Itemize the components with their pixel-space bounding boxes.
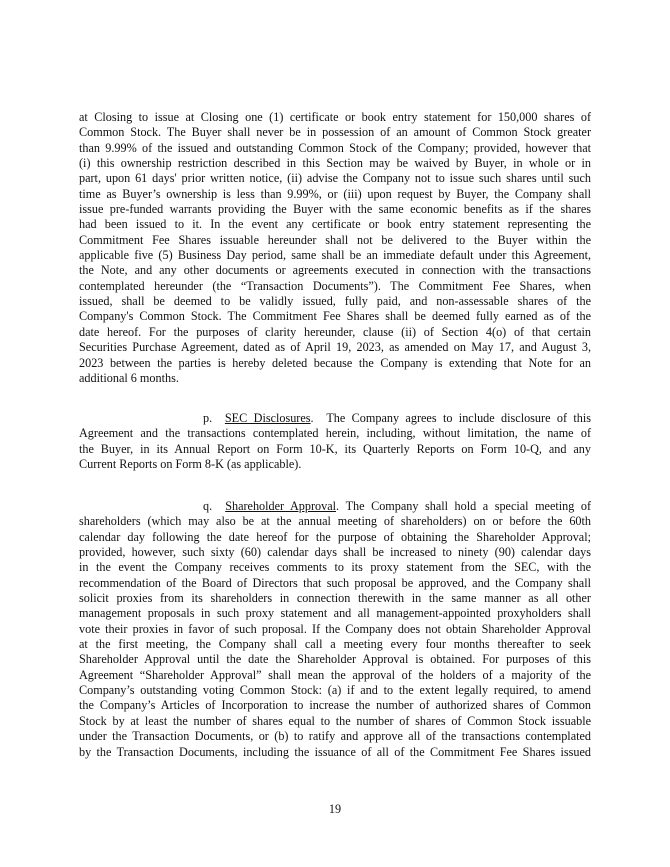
heading-punctuation: . — [336, 499, 340, 513]
paragraph-line: under the Transaction Documents, or (b) to ratify and approve all of the transactions contemplated — [79, 729, 591, 744]
paragraph-text: The Company shall hold a special meeting of — [345, 499, 592, 513]
paragraph-line: provided, however, such sixty (60) calendar days shall be increased to ninety (90) calendar days — [79, 545, 591, 560]
paragraph-line: Company's Common Stock. The Commitment Fee Shares shall be deemed fully earned as of the — [79, 309, 591, 324]
paragraph-line: solicit proxies from its shareholders in connection therewith in the same manner as all other — [79, 591, 591, 606]
paragraph-line: vote their proxies in favor of such proposal. If the Company does not obtain Shareholder Approval — [79, 621, 591, 636]
paragraph-line: Stock by at least the number of shares equal to the number of shares of Common Stock issuable — [79, 713, 591, 728]
paragraph-line: contemplated hereunder (the “Transaction Documents”). The Commitment Fee Shares, when — [79, 278, 591, 293]
paragraph-line: Securities Purchase Agreement, dated as of April 19, 2023, as amended on May 17, and August 3, — [79, 340, 591, 355]
paragraph-line: Agreement “Shareholder Approval” shall mean the approval of the holders of a majority of the — [79, 667, 591, 682]
paragraph-line: Company’s outstanding voting Common Stock: (a) if and to the extent legally required, to amend — [79, 683, 591, 698]
continuation-paragraph — [79, 110, 591, 386]
page-number: 19 — [328, 802, 342, 816]
paragraph-line: management proposals in such proxy statement and all management-appointed proxyholders shall — [79, 606, 591, 621]
section-sec-disclosures — [79, 411, 591, 472]
section-heading-line — [79, 411, 591, 426]
section-shareholder-approval — [79, 499, 591, 760]
paragraph-line: shareholders (which may also be at the annual meeting of shareholders) on or before the 60th — [79, 514, 591, 529]
paragraph-line: Commitment Fee Shares issuable hereunder shall not be delivered to the Buyer within the — [79, 232, 591, 247]
paragraph-line: time as Buyer’s ownership is less than 9.99%, or (iii) upon request by Buyer, the Company shall — [79, 186, 591, 201]
section-heading: Shareholder Approval — [225, 499, 336, 513]
paragraph-line: had been issued to it. In the event any certificate or book entry statement representing the — [79, 217, 591, 232]
paragraph-line: calendar day following the date hereof for the purpose of obtaining the Shareholder Approval; — [79, 529, 591, 544]
paragraph-line: additional 6 months. — [79, 370, 179, 385]
paragraph-line: applicable five (5) Business Day period, same shall be an immediate default under this Agreement, — [79, 248, 591, 263]
paragraph-text: The Company agrees to include disclosure of this — [326, 411, 592, 425]
paragraph-line: Shareholder Approval until the date the Shareholder Approval is obtained. For purposes of this — [79, 652, 591, 667]
paragraph-line: by the Transaction Documents, including the issuance of all of the Commitment Fee Shares issued — [79, 744, 591, 759]
paragraph-line: issued, shall be deemed to be validly issued, fully paid, and non-assessable shares of the — [79, 294, 591, 309]
paragraph-line: in the event the Company receives comments to its proxy statement from the SEC, with the — [79, 560, 591, 575]
heading-punctuation: . — [310, 411, 314, 425]
section-marker: p. — [203, 411, 213, 425]
paragraph-line: Agreement and the transactions contemplated herein, including, without limitation, the name of — [79, 426, 591, 441]
paragraph-line: date hereof. For the purposes of clarity hereunder, clause (ii) of Section 4(o) of that certain — [79, 324, 591, 339]
section-heading-line — [79, 499, 591, 514]
paragraph-line: the Buyer, in its Annual Report on Form 10-K, its Quarterly Reports on Form 10-Q, and any — [79, 441, 591, 456]
paragraph-line: (i) this ownership restriction described in this Section may be waived by Buyer, in whole or in — [79, 156, 591, 171]
section-heading: SEC Disclosures — [224, 411, 311, 425]
section-marker: q. — [203, 499, 213, 513]
paragraph-line: Current Reports on Form 8-K (as applicable). — [79, 457, 302, 472]
paragraph-line: 2023 between the parties is hereby deleted because the Company is extending that Note for an — [79, 355, 591, 370]
paragraph-line: issue pre-funded warrants providing the Buyer with the same economic benefits as if the shares — [79, 202, 591, 217]
paragraph-line: the Note, and any other documents or agreements executed in connection with the transactions — [79, 263, 591, 278]
paragraph-line: the Company’s Articles of Incorporation to increase the number of authorized shares of Common — [79, 698, 591, 713]
paragraph-line: at the first meeting, the Company shall call a meeting every four months thereafter to seek — [79, 637, 591, 652]
paragraph-line: at Closing to issue at Closing one (1) certificate or book entry statement for 150,000 shares of — [79, 110, 591, 124]
paragraph-line: part, upon 61 days' prior written notice, (ii) advise the Company not to issue such shares until such — [79, 171, 591, 186]
paragraph-line: than 9.99% of the issued and outstanding Common Stock of the Company; provided, however that — [79, 140, 591, 155]
paragraph-line: recommendation of the Board of Directors that such proposal be approved, and the Company shall — [79, 575, 591, 590]
paragraph-line: Common Stock. The Buyer shall never be in possession of an amount of Common Stock greater — [79, 125, 591, 140]
